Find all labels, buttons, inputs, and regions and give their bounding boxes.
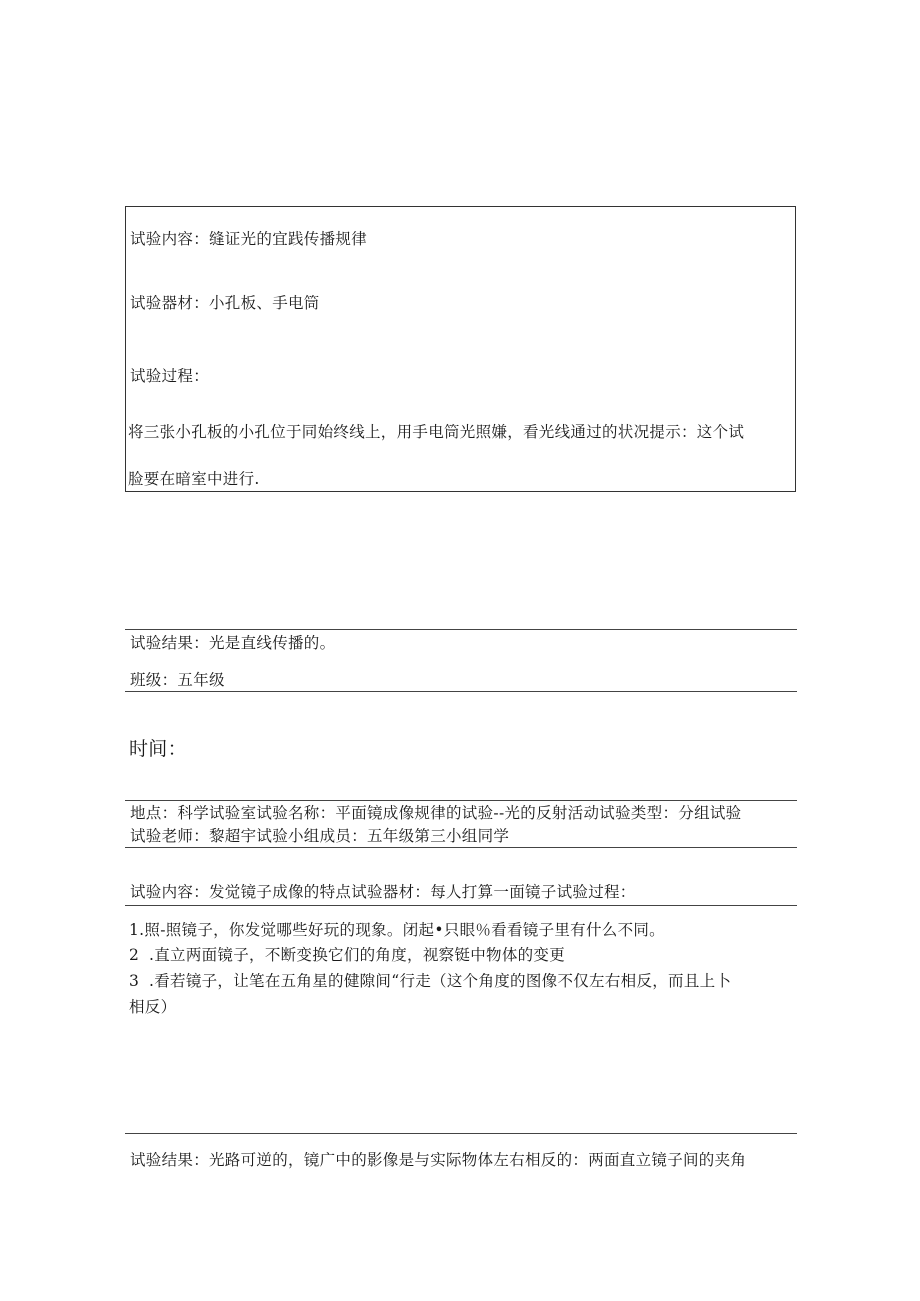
divider (125, 629, 797, 630)
experiment-process-label: 试验过程： (130, 367, 210, 385)
experiment-process-line-2: 脸要在暗室中进行. (128, 470, 260, 488)
final-result: 试验结果：光路可逆的，镜广中的影像是与实际物体左右相反的：两面直立镜子间的夹角 (130, 1151, 747, 1169)
experiment-content-2: 试验内容：发觉镜子成像的特点试验器材：每人打算一面镜子试验过程： (130, 883, 636, 901)
step-3: .看若镜子，让笔在五角星的健隙间“行走（这个角度的图像不仅左右相反，而且上卜 (149, 972, 732, 990)
divider (125, 800, 797, 801)
experiment-result: 试验结果：光是直线传播的。 (130, 634, 336, 652)
divider (125, 691, 797, 692)
class-label: 班级：五年级 (130, 671, 225, 689)
experiment-equipment: 试验器材：小孔板、手电筒 (130, 294, 320, 312)
step-2-number: 2 (129, 946, 140, 964)
divider (125, 905, 797, 906)
step-3-continued: 相反） (129, 998, 177, 1016)
teacher-info-line: 试验老师：黎超宇试验小组成员：五年级第三小组同学 (130, 827, 510, 845)
divider (125, 1133, 797, 1134)
experiment-content: 试验内容：缝证光的宜践传播规律 (130, 230, 368, 248)
experiment-process-line-1: 将三张小孔板的小孔位于同始终线上，用手电筒光照嫌，看光线通过的状况提示：这个试 (128, 423, 745, 441)
step-2: .直立两面镜子，不断变换它们的角度，视察铤中物体的变更 (149, 946, 566, 964)
time-label: 时间： (129, 738, 187, 760)
place-info-line: 地点：科学试验室试验名称：平面镜成像规律的试验--光的反射活动试验类型：分组试验 (130, 804, 742, 822)
step-3-number: 3 (129, 972, 140, 990)
step-1: 1.照-照镜子，你发觉哪些好玩的现象。闭起•只眼％看看镜子里有什么不同。 (129, 921, 665, 939)
divider (125, 847, 797, 848)
